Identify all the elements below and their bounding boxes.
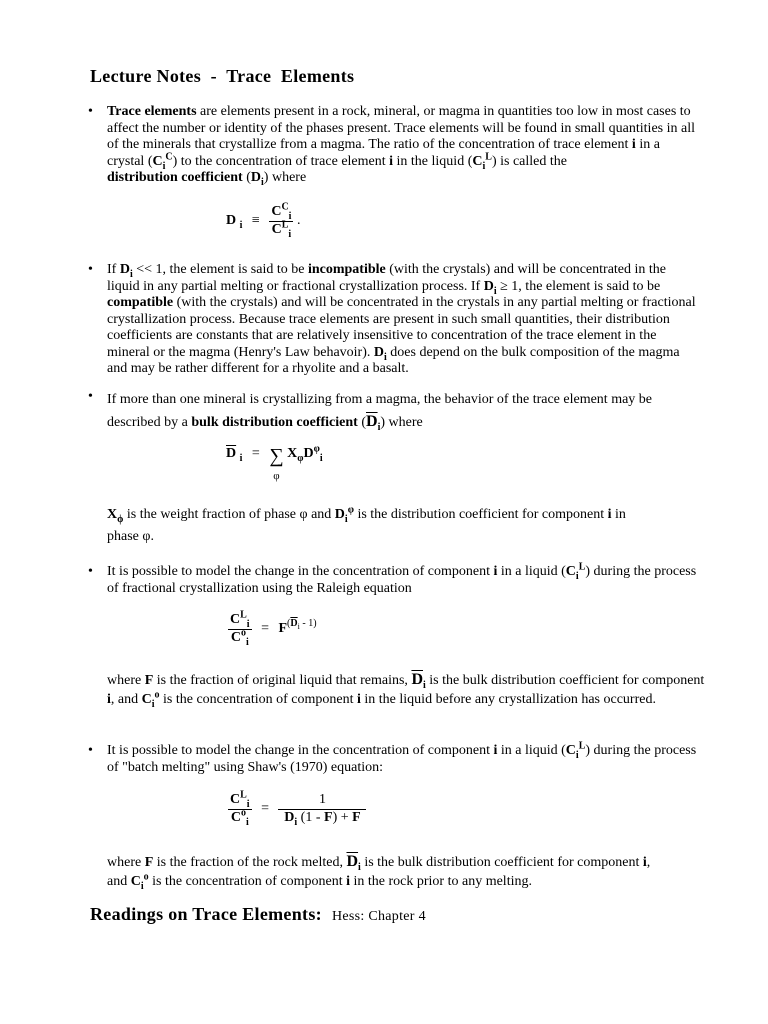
- sym-letter: D: [334, 507, 345, 522]
- bullet-text: [107, 389, 698, 434]
- var-i: i: [389, 153, 394, 169]
- text-run: (1 -: [297, 809, 324, 825]
- var-f: F: [324, 809, 333, 825]
- sym-d: [373, 344, 387, 363]
- sym-c-initial: [130, 871, 149, 892]
- sym-d-bar: [346, 853, 361, 873]
- sym-subscript: i: [140, 880, 144, 892]
- text-run: is the bulk distribution coefficient for component: [360, 855, 643, 870]
- eq-fraction: [228, 609, 252, 648]
- sym-letter: $\overline{D}$: [346, 853, 359, 870]
- sym-superscript: φ: [313, 443, 320, 455]
- paragraph-weight-fraction: [107, 504, 707, 548]
- eq-relation: =: [261, 801, 269, 817]
- sym-subscript: i: [245, 636, 249, 648]
- sym-superscript: φ: [347, 504, 354, 516]
- text-run: It is possible to model the change in the concentration of component: [107, 743, 494, 758]
- sym-letter: C: [271, 221, 282, 237]
- sym-c-initial: [141, 689, 160, 710]
- sym-superscript: C: [165, 150, 173, 162]
- sym-subscript: i: [297, 622, 300, 632]
- sym-letter: D: [483, 278, 494, 294]
- sym-letter: $\overline{D}$: [226, 446, 237, 461]
- sym-letter: C: [271, 204, 282, 219]
- eq-denominator: [229, 626, 251, 648]
- sym-superscript: o: [143, 871, 149, 883]
- sym-superscript: L: [240, 609, 247, 621]
- bullet-bulk-distribution: [88, 389, 698, 434]
- sym-subscript: i: [162, 160, 166, 172]
- text-run: in the rock prior to any melting.: [350, 874, 532, 889]
- text-run: (: [287, 618, 291, 630]
- term-bulk-distribution-coefficient: bulk distribution coefficient: [191, 415, 358, 430]
- sym-subscript: i: [288, 210, 292, 222]
- text-run: (: [242, 170, 251, 185]
- eq-relation: =: [261, 621, 269, 637]
- text-run: is the bulk distribution coefficient for component: [425, 673, 705, 688]
- text-run: is the weight fraction of phase φ and: [123, 507, 335, 522]
- sym-d-bar: [411, 671, 426, 691]
- sym-superscript: C: [281, 201, 289, 213]
- var-i: i: [631, 137, 636, 152]
- sym-letter: X: [287, 446, 298, 461]
- bullet-marker: •: [88, 743, 93, 758]
- var-i: i: [642, 855, 647, 870]
- eq-relation: =: [251, 446, 260, 461]
- sym-superscript: o: [240, 806, 246, 818]
- text-run: in a crystal (: [107, 137, 660, 169]
- sym-letter: C: [141, 692, 152, 707]
- text-run: If: [107, 262, 120, 277]
- text-run: ) where: [263, 170, 307, 185]
- sym-letter: C: [565, 743, 576, 758]
- term-compatible: compatible: [107, 295, 174, 310]
- sym-subscript: i: [575, 749, 579, 761]
- eq-fraction: [228, 789, 252, 828]
- text-run: where: [107, 855, 145, 870]
- eq-numerator: 1: [278, 792, 366, 810]
- text-run: (with the crystals) and will be concentrated in the crystals in any partial melting or fractional crystallization process. Because trace elements are present in such small quantities, their distribution coefficients are constants that are relatively insensitive to concentration of the trace element in the mineral or the magma (Henry's Law behavoir).: [107, 295, 696, 360]
- text-run: in the liquid before any crystallization has occurred.: [360, 692, 656, 707]
- sym-subscript: i: [151, 698, 155, 710]
- sym-subscript: i: [288, 228, 292, 240]
- sym-subscript: i: [246, 798, 250, 810]
- sym-subscript: i: [239, 452, 243, 464]
- bullet-text: [107, 740, 698, 776]
- sym-letter: X: [107, 507, 118, 522]
- sym-letter: C: [230, 612, 241, 627]
- text-run: is the distribution coefficient for component: [353, 507, 608, 522]
- sym-subscript: φ: [297, 452, 304, 464]
- sym-subscript: i: [239, 220, 243, 232]
- sym-letter: C: [130, 874, 141, 889]
- eq-fraction-rhs: [278, 792, 366, 826]
- sym-d: [119, 262, 133, 280]
- sym-letter: C: [472, 153, 483, 169]
- eq-term: [287, 443, 323, 464]
- sym-superscript: L: [240, 789, 247, 801]
- paragraph-raleigh-definitions: [107, 670, 707, 709]
- text-run: is the concentration of component: [159, 692, 358, 707]
- sym-letter: D: [119, 262, 130, 277]
- sym-letter: D: [250, 170, 262, 185]
- sym-x: [107, 507, 124, 525]
- sym-letter: C: [565, 564, 576, 579]
- sym-letter: $\overline{D}$: [290, 618, 298, 630]
- bullet-text: [107, 104, 698, 187]
- bullet-text: [107, 262, 698, 378]
- var-f: F: [144, 673, 154, 688]
- sym-d-bar: [366, 413, 381, 433]
- sym-subscript: i: [358, 861, 361, 873]
- text-run: (: [357, 415, 366, 430]
- bullet-trace-elements: [88, 104, 698, 187]
- eq-numerator: [228, 609, 252, 630]
- bullet-marker: •: [88, 262, 93, 277]
- readings-heading: Readings on Trace Elements:: [90, 904, 322, 924]
- sym-d: [334, 504, 354, 525]
- sym-c-crystal: [152, 150, 173, 172]
- equation-distribution-coefficient: [226, 201, 301, 240]
- text-run: where: [107, 673, 145, 688]
- text-run: ) during the process of "batch melting" using Shaw's (1970) equation:: [107, 743, 697, 775]
- equation-shaw: [228, 789, 366, 828]
- sym-letter: $\overline{D}$: [411, 671, 423, 688]
- sym-subscript: i: [377, 421, 381, 433]
- sum-index: φ: [273, 470, 280, 482]
- sym-c-liquid: [565, 561, 586, 582]
- sym-superscript: o: [154, 689, 160, 701]
- var-i: i: [493, 743, 498, 758]
- eq-denominator: [229, 806, 251, 828]
- sym-subscript: i: [294, 816, 298, 828]
- text-run: is the fraction of original liquid that remains,: [153, 673, 412, 688]
- text-run: and: [107, 874, 131, 889]
- text-run: ) during the process of fractional crystallization using the Raleigh equation: [107, 564, 697, 596]
- sym-superscript: o: [240, 626, 246, 638]
- term-distribution-coefficient: distribution coefficient: [107, 170, 243, 185]
- eq-rhs-f: F: [278, 621, 288, 637]
- text-run: (with the crystals) and will be concentrated in the liquid in any partial melting or fractional crystallization process. If: [107, 262, 667, 294]
- sym-c-liquid: [565, 740, 586, 761]
- var-i: i: [346, 874, 351, 889]
- eq-period: .: [296, 213, 301, 229]
- var-i: i: [607, 507, 612, 522]
- sym-subscript: i: [344, 513, 348, 525]
- text-run: << 1, the element is said to be: [132, 262, 308, 277]
- sym-letter: D: [303, 446, 314, 461]
- text-run: in the liquid (: [393, 153, 473, 169]
- text-run: in: [611, 507, 626, 522]
- eq-denominator: [270, 218, 294, 240]
- bullet-marker: •: [88, 389, 93, 404]
- text-run: does depend on the bulk composition of the magma and may be rather different for a rhyolite and a basalt.: [107, 344, 680, 376]
- sym-subscript: i: [423, 679, 426, 691]
- term-trace-elements: Trace elements: [107, 104, 197, 119]
- text-run: ) is called the: [491, 153, 567, 169]
- bullet-batch-melting: [88, 740, 698, 776]
- text-run: ) +: [332, 809, 353, 825]
- text-run: is the fraction of the rock melted,: [153, 855, 347, 870]
- sym-subscript: i: [493, 285, 497, 297]
- sym-superscript: L: [281, 218, 289, 230]
- sym-d: [250, 170, 264, 188]
- sym-subscript: i: [246, 618, 250, 630]
- text-run: in a liquid (: [497, 564, 566, 579]
- eq-numerator: [228, 789, 252, 810]
- sum-symbol: ∑: [269, 445, 284, 467]
- var-i: i: [357, 692, 361, 707]
- text-run: is the concentration of component: [148, 874, 347, 889]
- text-run: phase φ.: [107, 529, 154, 544]
- text-run: described by a: [107, 415, 192, 430]
- sym-c-liquid: [472, 150, 492, 172]
- readings-source: Hess: Chapter 4: [331, 909, 426, 924]
- term-incompatible: incompatible: [307, 262, 386, 277]
- var-i: i: [493, 564, 498, 579]
- sym-subscript: i: [575, 570, 579, 582]
- eq-lhs: [226, 446, 243, 464]
- sym-subscript: i: [261, 176, 264, 188]
- text-run: - 1): [299, 618, 317, 630]
- sym-letter: C: [230, 809, 241, 825]
- sym-d: [483, 278, 497, 297]
- var-f: F: [144, 855, 154, 870]
- var-f: F: [352, 809, 361, 825]
- sym-letter: C: [152, 153, 163, 169]
- sym-subscript: i: [482, 160, 486, 172]
- text-run: It is possible to model the change in the concentration of component: [107, 564, 494, 579]
- sym-letter: $\overline{D}$: [284, 809, 295, 825]
- bullet-text: [107, 561, 698, 597]
- text-run: are elements present in a rock, mineral, or magma in quantities too low in most cases to affect the number or identity of the phases present. Trace elements will be found in small quantities in all of the minerals that crystallize from a magma. The ratio of the concentration of trace element: [107, 104, 695, 152]
- bullet-incompatible-compatible: [88, 262, 698, 378]
- sym-subscript: i: [129, 268, 133, 280]
- var-i: i: [107, 692, 111, 707]
- sym-superscript: L: [578, 561, 586, 573]
- text-run: , and: [110, 692, 142, 707]
- sym-letter: C: [230, 792, 241, 807]
- paragraph-shaw-definitions: [107, 852, 707, 891]
- bullet-raleigh: [88, 561, 698, 597]
- text-run: ≥ 1, the element is said to be: [496, 278, 661, 294]
- sym-subscript: i: [319, 452, 323, 464]
- sym-subscript: i: [384, 351, 387, 363]
- sym-subscript: ϕ: [117, 513, 124, 525]
- sym-letter: D: [373, 344, 384, 360]
- text-run: If more than one mineral is crystallizing from a magma, the behavior of the trace element may be: [107, 392, 653, 407]
- eq-fraction: [269, 201, 293, 240]
- sym-superscript: L: [578, 740, 586, 752]
- text-run: ,: [646, 855, 651, 870]
- sym-subscript: i: [245, 816, 249, 828]
- eq-sum: [269, 446, 283, 486]
- sym-letter: C: [230, 629, 241, 645]
- sym-superscript: L: [485, 150, 492, 162]
- text-run: in a liquid (: [497, 743, 566, 758]
- eq-lhs: [226, 213, 243, 232]
- text-run: ) to the concentration of trace element: [172, 153, 390, 169]
- bullet-marker: •: [88, 104, 93, 119]
- sym-letter: D: [226, 213, 237, 229]
- text-run: ) where: [380, 415, 423, 430]
- sym-letter: $\overline{D}$: [366, 413, 378, 430]
- equation-raleigh: [228, 609, 317, 648]
- equation-bulk-sum: [226, 443, 323, 486]
- eq-exponent: [287, 618, 317, 632]
- readings-line: [90, 906, 426, 926]
- page-title: Lecture Notes - Trace Elements: [90, 66, 355, 86]
- eq-denominator: [282, 810, 362, 827]
- bullet-marker: •: [88, 564, 93, 579]
- eq-relation: ≡: [251, 213, 260, 229]
